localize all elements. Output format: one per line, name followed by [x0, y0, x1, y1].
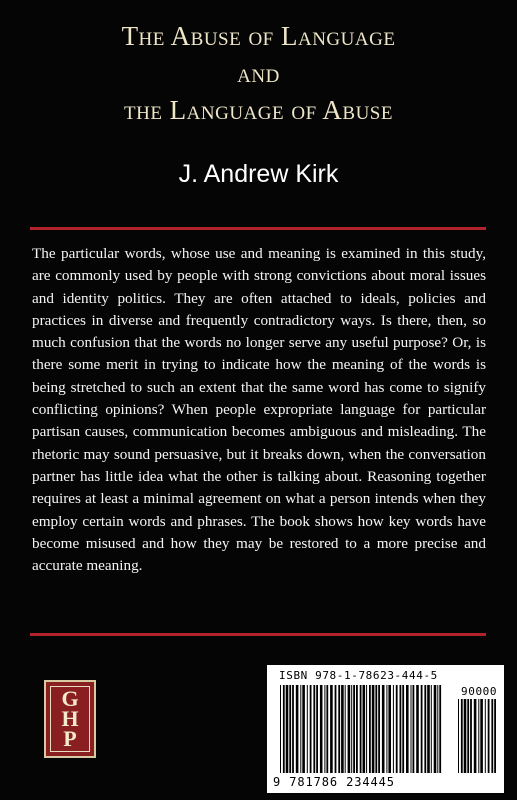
barcode-bar [424, 685, 426, 773]
barcode-bar [356, 685, 358, 773]
barcode-bar [307, 685, 308, 773]
barcode-bar [406, 685, 409, 773]
barcode-bar [480, 699, 483, 773]
barcode-bar [413, 685, 415, 773]
barcode-bar [494, 699, 496, 773]
barcode-bar [283, 685, 285, 773]
title-line-1: The Abuse of Language [121, 21, 396, 51]
barcode-bar [402, 685, 404, 773]
barcode-bar [400, 685, 402, 773]
barcode-bar [324, 685, 325, 773]
barcode-bar [348, 685, 351, 773]
barcode-bar [437, 685, 438, 773]
barcode-bar [313, 685, 315, 773]
barcode-bar [474, 699, 477, 773]
barcode-bar [464, 699, 467, 773]
barcode-bar [375, 685, 377, 773]
barcode-bar [330, 685, 333, 773]
barcode-bar [478, 699, 479, 773]
barcode-bar [491, 699, 493, 773]
barcode-bar [280, 685, 281, 773]
barcode-bar [360, 685, 362, 773]
barcode-bar [488, 699, 490, 773]
barcode-bar [289, 685, 291, 773]
barcode-bar [369, 685, 371, 773]
barcode-bar [416, 685, 419, 773]
barcode-bar [467, 699, 469, 773]
barcode-bar [461, 699, 463, 773]
book-title [0, 18, 517, 129]
title-line-2: and [237, 58, 280, 88]
barcode-bar [353, 685, 355, 773]
barcode-bar [434, 685, 437, 773]
barcode-bar [341, 685, 344, 773]
price-code: 90000 [461, 685, 498, 698]
back-cover-blurb: The particular words, whose use and meaning is examined in this study, are commonly used by people with strong convictions about moral issues and identity politics. They are often attached to ideals, policies and practices in diverse and frequently contradictory ways. Is there, then, so much confusion that the words no longer serve any useful purpose? Or, is there some merit in trying to indicate how the meaning of the words is being stretched to such an extent that the same word has come to signify conflicting opinions? When people expropriate language for particular partisan causes, communication becomes ambiguous and misleading. The rhetoric may sound persuasive, but it breaks down, when the conversation partner has little idea what the other is talking about. Reasoning together requires at least a minimal agreement on what a person intends when they employ certain words and phrases. The book shows how key words have become misused and how they may be restored to a more precise and accurate meaning. [32, 245, 486, 575]
logo-letter-h: H [61, 706, 79, 731]
barcode-bar [310, 685, 312, 773]
publisher-logo-frame [50, 686, 90, 752]
barcode-bar [363, 685, 366, 773]
barcode-bar [320, 685, 323, 773]
author-name: J. Andrew Kirk [178, 160, 339, 188]
barcode-bar [458, 699, 459, 773]
ean-barcode [279, 685, 444, 773]
barcode-bar [439, 685, 441, 773]
bottom-divider [30, 633, 486, 636]
barcode-digits: 9 781786 234445 [273, 775, 395, 789]
logo-letter-g: G [61, 686, 79, 711]
title-line-3: the Language of Abuse [124, 95, 393, 125]
barcode-bar [300, 685, 301, 773]
top-divider [30, 227, 486, 230]
barcode-bar [335, 685, 337, 773]
barcode-bar [292, 685, 294, 773]
logo-letter-p: P [63, 726, 77, 751]
isbn-barcode-panel [267, 665, 504, 793]
barcode-bar [345, 685, 346, 773]
barcode-bar [396, 685, 398, 773]
barcode-bar [386, 685, 387, 773]
addon-barcode [457, 699, 497, 773]
barcode-bar [431, 685, 432, 773]
barcode-bar [485, 699, 486, 773]
barcode-bar [382, 685, 385, 773]
barcode-bar [296, 685, 299, 773]
barcode-bar [326, 685, 328, 773]
barcode-bar [411, 685, 412, 773]
isbn-label: ISBN 978-1-78623-444-5 [279, 669, 438, 682]
barcode-bar [388, 685, 391, 773]
barcode-bar [378, 685, 380, 773]
barcode-bar [421, 685, 423, 773]
barcode-bar [393, 685, 394, 773]
barcode-bar [316, 685, 318, 773]
barcode-bar [286, 685, 289, 773]
barcode-bar [427, 685, 430, 773]
publisher-logo [44, 680, 96, 758]
barcode-bar [351, 685, 352, 773]
barcode-bar [302, 685, 305, 773]
barcode-bar [372, 685, 375, 773]
barcode-bar [470, 699, 472, 773]
barcode-bar [366, 685, 367, 773]
barcode-bar [338, 685, 340, 773]
